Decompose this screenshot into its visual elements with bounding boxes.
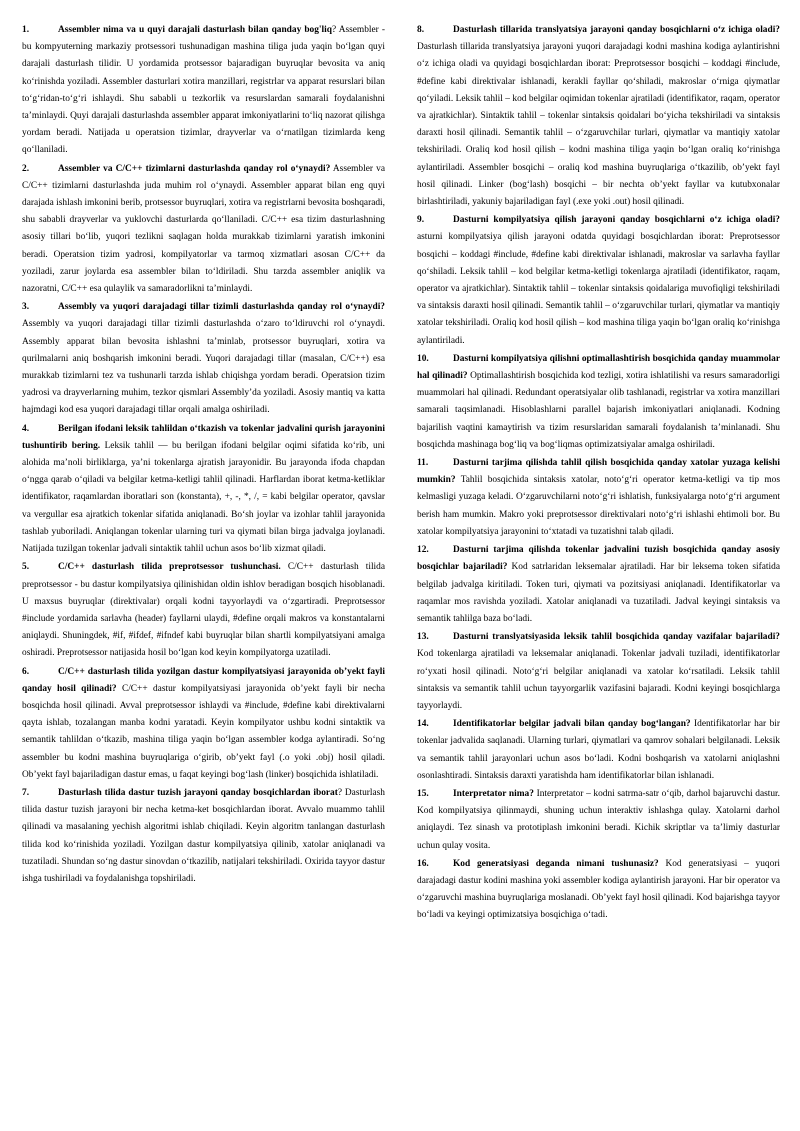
question-number: 14. [417,719,429,730]
answer-text: Assembler - bu kompyuterning markaziy protsessori tushunadigan mashina tiliga juda yaqin boʻlgan quyi darajali dasturlash tilidir. U yordamida protsessor bajaradigan buyruqlar bevosita va aniq koʻrinishda yoziladi. Assembler dasturlari xotira manzillari, registrlar va apparat resurslari bilan toʻgʻridan-toʻgʻri ishlaydi. Shu sababli u tezkorlik va resurslardan samarali foydalanishni taʼminlaydi. Quyi darajali dasturlashda assembler apparat imkoniyatlarini toʻliq nazorat qilishga yordam beradi. Natijada u operatsion tizimlar, drayverlar va oʻrnatilgan tizimlarda keng qoʻllaniladi. [22,25,385,156]
qa-item [417,786,780,855]
qa-item [417,351,780,454]
qa-item [22,559,385,662]
question-number: 9. [417,215,425,226]
answer-text: Kod generatsiyasi – yuqori darajadagi dastur kodini mashina yoki assembler kodiga aylantirish jarayoni. Har bir operator va oʻzgaruvchi mashina buyruqlariga moslanadi. Obʼyekt fayl hosil qilinadi. Kod bajarishga tayyor boʻladi va keyingi optimizatsiya bosqichiga oʻtadi. [417,858,780,921]
answer-text: Kod satrlaridan leksemalar ajratiladi. Har bir leksema token sifatida belgilab jadvalga kiritiladi. Token turi, qiymati va pozitsiyasi aniqlanadi. Identifikatorlar va raqamlar mos ravishda yoziladi. Xatolar aniqlanadi va tuzatiladi. Jadval keyingi sintaksis va semantik tahlilga baza boʻladi. [417,562,780,624]
qa-item [417,629,780,715]
qa-item [417,455,780,541]
question-text: C/C++ dasturlash tilida yozilgan dastur kompilyatsiyasi jarayonida obʼyekt fayli qanday hosil qilinadi? [22,666,385,694]
question-number: 2. [22,163,30,174]
question-mark: ? [337,787,343,798]
answer-text: Kod tokenlarga ajratiladi va leksemalar aniqlanadi. Tokenlar jadvali tuziladi, identifikatorlar roʻyxati hosil qilinadi. Notoʻgʻri belgilar aniqlanadi va xatolar koʻrsatiladi. Leksik tahlil sintaksis va semantik tahlil uchun tayyorgarlik vazifasini bajaradi. Kodni keyingi bosqichlarga tayyorlaydi. [417,649,780,711]
question-text: Dasturni kompilyatsiya qilishni optimallashtirish bosqichida qanday muammolar hal qilinadi? [417,353,780,382]
answer-text: C/C++ dastur kompilyatsiyasi jarayonida obʼyekt fayli bir necha bosqichda hosil qilinadi. Avval preprotsessor ishlaydi va #include, #define kabi direktivalarni qayta ishlab, tozalangan manba kodni yaratadi. Keyin kompilyator ushbu kodni sintaktik va semantik tahlildan oʻtkazib, mashina tiliga yaqin boʻlgan assembler kodga aylantiradi. Soʻng assembler bu kodni mashina buyruqlariga oʻgirib, obʼyekt fayl (.o yoki .obj) hosil qiladi. Obʼyekt fayl bajariladigan dastur emas, u faqat keyingi bogʻlash (linker) bosqichida ishlatiladi. [22,683,385,780]
question-text: Berilgan ifodani leksik tahlildan oʻtkazish va tokenlar jadvalini qurish jarayonini tushuntirib bering. [22,423,385,451]
answer-text: Identifikatorlar har bir tokenlar jadvalida saqlanadi. Ularning turlari, qiymatlari va qamrov sohalari belgilanadi. Leksik va semantik tahlil jarayonlari uchun asos boʻladi. Kodni boshqarish va xatolarni aniqlashni osonlashtiradi. Sintaksis daraxti yaratishda ham identifikatorlar bilan ishlanadi. [417,719,780,781]
qa-item [417,716,780,785]
question-number: 3. [22,302,30,313]
qa-item [417,22,780,211]
question-text: Kod generatsiyasi deganda nimani tushunasiz? [453,858,659,869]
question-text: Dasturni kompilyatsiya qilish jarayoni qanday bosqichlarni oʻz ichiga oladi? [453,215,780,226]
question-number: 16. [417,858,429,869]
qa-item [417,212,780,350]
question-number: 15. [417,788,429,799]
question-mark: ? [331,25,337,35]
answer-text: Tahlil bosqichida sintaksis xatolar, notoʻgʻri operator ketma-ketligi va tip mos kelmasligi yuzaga keladi. Oʻzgaruvchilarni notoʻgʻri ishlatish, funksiyalarga notoʻgʻri argument berish ham mumkin. Makro yoki preprotsessor direktivalari notoʻgʻri ishlashi ehtimoli bor. Bu xatolar kompilyatsiya jarayonini toʻxtatadi va tuzatishni talab qiladi. [417,475,780,537]
answer-text: Interpretator – kodni satrma-satr oʻqib, darhol bajaruvchi dastur. Kod kompilyatsiya qilinmaydi, shuning uchun interaktiv ishlashga qulay. Xatolarni darhol aniqlaydi. Tez sinash va prototiplash imkonini beradi. Kichik skriptlar va taʼlimiy dasturlar uchun qulay vosita. [417,788,780,851]
question-number: 4. [22,423,30,434]
question-number: 8. [417,25,425,35]
left-column [22,22,385,1117]
qa-item [22,421,385,559]
qa-item [417,856,780,925]
question-text: Assembly va yuqori darajadagi tillar tizimli dasturlashda qanday rol oʻynaydi? [58,302,385,313]
question-number: 12. [417,545,429,556]
question-text: Dasturlash tilida dastur tuzish jarayoni qanday bosqichlardan iborat [58,787,338,798]
question-number: 13. [417,632,429,643]
question-text: Identifikatorlar belgilar jadvali bilan qanday bogʻlangan? [453,719,691,730]
question-number: 10. [417,353,429,364]
answer-text: Dasturlash tilida dastur tuzish jarayoni bir necha ketma-ket bosqichlardan iborat. Avvalo muammo tahlil qilinadi va masalaning yechish algoritmi ishlab chiqiladi. Keyin algoritm tanlangan dasturlash tilida kod koʻrinishida yoziladi. Yozilgan dastur kompilyatsiya qilinib, xatolar aniqlanadi va tuzatiladi. Shundan soʻng dastur sinovdan oʻtkazilib, natijalari tekshiriladi. Oxirida tayyor dastur ishga tushiriladi va foydalanishga topshiriladi. [22,787,385,884]
question-text: Assembler va C/C++ tizimlarni dasturlashda qanday rol oʻynaydi? [58,163,331,174]
qa-item [417,542,780,628]
question-number: 1. [22,25,30,35]
answer-text: Dasturlash tillarida translyatsiya jarayoni yuqori darajadagi kodni mashina kodiga aylantirishni oʻz ichiga oladi va quyidagi bosqichlardan iborat: Preprotsessor bosqichi – koddagi #include, #define kabi direktivalar ishlanadi, kerakli fayllar qoʻshiladi, makroslar oʻrniga qiymatlar qoʻyiladi. Leksik tahlil – kod belgilar oqimidan tokenlar ajratiladi (identifikator, raqam, operator va ajratkichlar). Sintaktik tahlil – tokenlar sintaksis qoidalari boʻyicha tekshiriladi va sintaksis daraxti hosil qilinadi. Semantik tahlil – oʻzgaruvchilar turlari, qiymatlar va mantiqiy xatolar tekshiriladi. Oraliq kod hosil qilish – kodni mashina tiliga yaqin boʻlgan oraliq koʻrinishga aylantiriladi. Assembler bosqichi – oraliq kod mashina buyruqlariga oʻtkazilib, obʼyekt fayl hosil qilinadi. Linker (bogʻlash) bosqichi – bir nechta obʼyekt fayllar va kutubxonalar birlashtiriladi, yakuniy bajariladigan fayl (.exe yoki .out) hosil qilinadi. [417,42,780,208]
question-text: Interpretator nima? [453,788,534,799]
question-text: Dasturni tarjima qilishda tahlil qilish bosqichida qanday xatolar yuzaga kelishi mumkin? [417,458,780,486]
qa-item [22,22,385,160]
question-text: Dasturni tarjima qilishda tokenlar jadvalini tuzish bosqichida qanday asosiy bosqichlar bajariladi? [417,545,780,573]
question-number: 11. [417,458,429,469]
answer-text: Assembler va C/C++ tizimlarni dasturlashda juda muhim rol oʻynaydi. Assembler apparat bilan eng quyi darajada ishlash imkonini berib, protsessor buyruqlari, xotira va registrlarni bevosita boshqaradi, shu sababli drayverlar va yuklovchi dasturlarda qoʻllaniladi. C/C++ esa tizim dasturlashning asosiy tillari boʻlib, yuqori tezlikni saqlagan holda murakkab tizimlarni yaratish imkonini beradi. Operatsion tizim yadrosi, kompilyatorlar va tarmoq xizmatlari asosan C/C++ da yoziladi, zarur joylarda esa assembler bilan toʻldiriladi. Shu tarzda assembler aniqlik va nazoratni, C/C++ esa qulaylik va samaradorlikni taʼminlaydi. [22,163,385,295]
question-text: Assembler nima va u quyi darajali dasturlash bilan qanday bog'liq [58,25,332,35]
answer-text: asturni kompilyatsiya qilish jarayoni odatda quyidagi bosqichlardan iborat: Preprotsessor bosqichi – koddagi #include, #define kabi direktivalar ishlanadi, makroslar va sarlavha fayllar qoʻshiladi. Leksik tahlil – kod belgilar ketma-ketligi tokenlarga ajratiladi (identifikator, raqam, operator va ajratkichlar). Sintaktik tahlil – tokenlar sintaksis qoidalariga muvofiqligi tekshiriladi va sintaksis daraxti hosil qilinadi. Semantik tahlil – oʻzgaruvchilar turlari, qiymatlar va mantiqiy xatolar tekshiriladi. Oraliq kod hosil qilish – kod mashina tiliga yaqin boʻlgan oraliq koʻrinishga aylantiriladi. [417,232,780,346]
qa-item [22,664,385,784]
answer-text: Assembly va yuqori darajadagi tillar tizimli dasturlashda oʻzaro toʻldiruvchi rol oʻynaydi. Assembly apparat bilan bevosita ishlashni taʼminlab, protsessor buyruqlari, xotira va qurilmalarni aniq boshqarish imkonini beradi. Yuqori darajadagi tillar (masalan, C/C++) esa murakkab tizimlarni tez va tushunarli tarzda ishlab chiqishga yordam beradi. Operatsion tizim yadrosi va drayverlarning muhim, tezkor qismlari Assembly’da yoziladi. Asosiy mantiq va katta hajmdagi kod esa yuqori darajadagi tillar orqali amalga oshiriladi. [22,319,385,416]
answer-text: Optimallashtirish bosqichida kod tezligi, xotira ishlatilishi va resurs samaradorligi muammolari hal qilinadi. Redundant operatsiyalar olib tashlanadi, registrlar va xotira manzillari samarali taqsimlanadi. Hisoblashlarni parallel bajarish imkoniyatlari aniqlanadi. Kodning bajarilish vaqtini kamaytirish va tizim resurslaridan samarali foydalanish taʼminlanadi. Shu bosqichda mashinaga bogʻliq va bogʻliqmas optimizatsiyalar amalga oshiriladi. [417,371,780,450]
question-number: 7. [22,787,30,798]
qa-item [22,161,385,299]
question-text: C/C++ dasturlash tilida preprotsessor tushunchasi. [58,562,281,573]
right-column [417,22,780,1117]
answer-text: C/C++ dasturlash tilida preprotsessor - bu dastur kompilyatsiya qilinishidan oldin ishlov beradigan bosqich hisoblanadi. U maxsus buyruqlar (direktivalar) orqali kodni tayyorlaydi va oʻzgartiradi. Preprotsessor #include yordamida sarlavha (header) fayllarni ulaydi, #define orqali makros va konstantalarni aniqlaydi. Shuningdek, #if, #ifdef, #ifndef kabi buyruqlar bilan shartli kompilyatsiyani amalga oshiradi. Preprotsessor natijasida hosil boʻlgan kod keyin kompilyatorga uzatiladi. [22,562,386,659]
question-text: Dasturlash tillarida translyatsiya jarayoni qanday bosqichlarni oʻz ichiga oladi? [453,25,780,35]
answer-text: Leksik tahlil — bu berilgan ifodani belgilar oqimi sifatida koʻrib, uni alohida maʼnoli birliklarga, yaʼni tokenlarga ajratish jarayonidir. Bu jarayonda ifoda chapdan oʻngga qarab oʻqiladi va belgilar ketma-ketligi tahlil qilinadi. Harflardan iborat ketma-ketliklar identifikator, raqamlardan iboratlari son (konstanta), +, -, *, /, = kabi belgilar operator, qavslar va vergullar esa ajratkich tokenlar sifatida aniqlanadi. Boʻsh joylar va izohlar tahlil jarayonida tashlab yuboriladi. Aniqlangan tokenlar ularning turi va qiymati bilan birga jadvalga joylanadi. Natijada tuzilgan tokenlar jadvali sintaktik tahlil uchun asos boʻlib xizmat qiladi. [22,440,385,555]
qa-item [22,785,385,888]
question-number: 5. [22,562,30,573]
question-number: 6. [22,666,30,677]
question-text: Dasturni translyatsiyasida leksik tahlil bosqichida qanday vazifalar bajariladi? [453,632,780,643]
qa-item [22,299,385,419]
